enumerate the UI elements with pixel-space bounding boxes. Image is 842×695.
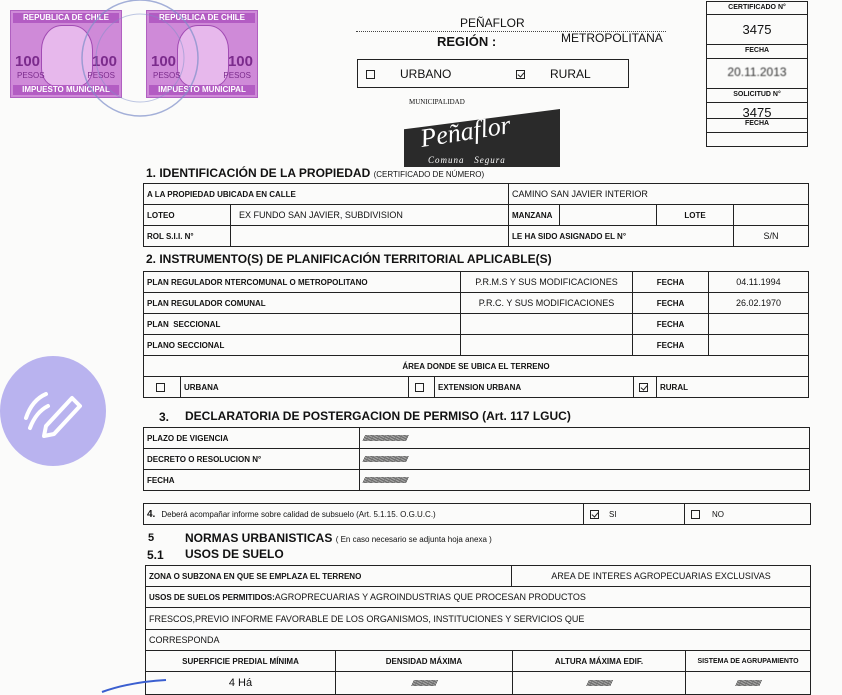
usos-line-1: AGROPRECUARIAS Y AGROINDUSTRIAS QUE PROCESAN PRODUCTOS (274, 592, 586, 602)
plano-seccional-value (460, 334, 633, 356)
cert-fecha: 20.11.2013 (727, 65, 787, 79)
postmark-seal (70, 0, 210, 130)
rural-option[interactable] (516, 67, 529, 81)
plan-comunal-value: P.R.C. Y SUS MODIFICACIONES (460, 292, 633, 314)
usos-label: USOS DE SUELOS PERMITIDOS: (149, 592, 275, 602)
plan-intercomunal-fecha-label: FECHA (632, 271, 709, 293)
asignado-value: S/N (733, 225, 809, 247)
area-title: ÁREA DONDE SE UBICA EL TERRENO (143, 355, 809, 377)
plan-seccional-value (460, 313, 633, 335)
decreto-value: //////////////////////////////////// (359, 448, 810, 470)
municipalidad-label: MUNICIPALIDAD (409, 98, 465, 106)
si-cell[interactable] (583, 503, 685, 525)
plan-intercomunal-value: P.R.M.S Y SUS MODIFICACIONES (460, 271, 633, 293)
cert-fecha-label: FECHA (744, 47, 770, 54)
stamp-country: REPUBLICA DE CHILE (13, 13, 119, 23)
rural-label: RURAL (550, 67, 591, 81)
rural-area-checkbox[interactable] (639, 383, 648, 392)
logo-tagline: Comuna Segura (428, 155, 506, 165)
superficie-value: 4 Há (145, 671, 336, 695)
lote-label: LOTE (656, 204, 734, 226)
extension-label: EXTENSION URBANA (434, 376, 634, 398)
agrupamiento-header: SISTEMA DE AGRUPAMIENTO (685, 650, 811, 672)
plan-intercomunal-fecha: 04.11.1994 (708, 271, 809, 293)
zone-type-box (357, 59, 629, 88)
certificate-box (706, 1, 808, 147)
loteo-value: EX FUNDO SAN JAVIER, SUBDIVISION (230, 204, 509, 226)
solicitud-fecha-label: FECHA (744, 120, 770, 127)
rural-area-checkbox-cell[interactable] (633, 376, 657, 398)
urbano-option[interactable] (366, 67, 379, 81)
asignado-label: LE HA SIDO ASIGNADO EL N° (508, 225, 734, 247)
solicitud-label: SOLICITUD N° (733, 91, 781, 98)
stamp-value: 100 (227, 53, 253, 70)
densidad-header: DENSIDAD MÁXIMA (335, 650, 513, 672)
manzana-label: MANZANA (508, 204, 560, 226)
extension-checkbox-cell[interactable] (408, 376, 435, 398)
extension-checkbox[interactable] (415, 383, 424, 392)
agrupamiento-value: //////////////////// (685, 671, 811, 695)
si-checkbox[interactable] (590, 510, 599, 519)
stamp-currency: PESOS (87, 71, 115, 80)
stamp-value: 100 (151, 53, 177, 70)
edit-fab-button[interactable] (0, 356, 106, 466)
plan-seccional-fecha (708, 313, 809, 335)
cert-number-label: CERTIFICADO N° (728, 4, 786, 11)
decreto-label: DECRETO O RESOLUCION N° (143, 448, 360, 470)
zona-value: AREA DE INTERES AGROPECUARIAS EXCLUSIVAS (511, 565, 811, 587)
urbana-checkbox-cell[interactable] (143, 376, 181, 398)
stamp-tax: IMPUESTO MUNICIPAL (13, 85, 119, 95)
stamp-currency: PESOS (153, 71, 181, 80)
altura-value: //////////////////// (512, 671, 686, 695)
section-4-row (143, 503, 584, 525)
altura-header: ALTURA MÁXIMA EDIF. (512, 650, 686, 672)
stamp-tax: IMPUESTO MUNICIPAL (149, 85, 255, 95)
fecha3-label: FECHA (143, 469, 360, 491)
section-1-title: 1. IDENTIFICACIÓN DE LA PROPIEDAD (CERTIFICADO DE NÚMERO) (146, 166, 485, 180)
calle-value: CAMINO SAN JAVIER INTERIOR (508, 183, 809, 205)
stamp-currency: PESOS (223, 71, 251, 80)
superficie-header: SUPERFICIE PREDIAL MÍNIMA (145, 650, 336, 672)
plan-seccional-label: PLAN SECCIONAL (143, 313, 461, 335)
urbana-label: URBANA (180, 376, 409, 398)
urbana-checkbox[interactable] (156, 383, 165, 392)
municipality-logo (404, 93, 560, 167)
usos-line-3: CORRESPONDA (145, 629, 811, 651)
stamp-currency: PESOS (17, 71, 45, 80)
urbano-checkbox[interactable] (366, 70, 375, 79)
section-3-title: DECLARATORIA DE POSTERGACION DE PERMISO (Art. 117 LGUC) (185, 409, 571, 423)
plan-seccional-fecha-label: FECHA (632, 313, 709, 335)
usos-row-1 (145, 586, 811, 608)
plano-seccional-label: PLANO SECCIONAL (143, 334, 461, 356)
section-5-num: 5 (148, 532, 155, 544)
section-3-num: 3. (159, 410, 170, 424)
section-5-title: NORMAS URBANISTICAS ( En caso necesario se adjunta hoja anexa ) (185, 531, 492, 545)
pencil-icon (0, 356, 106, 466)
section-2-title: 2. INSTRUMENTO(S) DE PLANIFICACIÓN TERRITORIAL APLICABLE(S) (146, 252, 552, 266)
usos-line-2: FRESCOS,PREVIO INFORME FAVORABLE DE LOS ORGANISMOS, INSTITUCIONES Y SERVICIOS QUE (145, 607, 811, 630)
plano-seccional-fecha (708, 334, 809, 356)
no-label: NO (712, 509, 724, 519)
section-4-text: Deberá acompañar informe sobre calidad de subsuelo (Art. 5.1.15. O.G.U.C.) (161, 509, 436, 519)
cert-number: 3475 (742, 22, 772, 37)
fecha3-value: //////////////////////////////////// (359, 469, 810, 491)
stamp-country: REPUBLICA DE CHILE (149, 13, 255, 23)
logo-name: Peñaflor (418, 110, 513, 153)
section-5-1-num: 5.1 (147, 548, 164, 562)
solicitud-number: 3475 (742, 105, 772, 120)
plano-seccional-fecha-label: FECHA (632, 334, 709, 356)
lote-value (733, 204, 809, 226)
signature-stroke (100, 676, 170, 694)
no-checkbox[interactable] (691, 510, 700, 519)
plan-comunal-fecha-label: FECHA (632, 292, 709, 314)
no-cell[interactable] (684, 503, 811, 525)
section-5-1-title: USOS DE SUELO (185, 547, 284, 561)
rol-label: ROL S.I.I. N° (143, 225, 231, 247)
manzana-value (559, 204, 657, 226)
densidad-value: //////////////////// (335, 671, 513, 695)
plazo-value: //////////////////////////////////// (359, 427, 810, 449)
stamp-value: 100 (91, 53, 117, 70)
plazo-label: PLAZO DE VIGENCIA (143, 427, 360, 449)
zona-label: ZONA O SUBZONA EN QUE SE EMPLAZA EL TERRENO (145, 565, 512, 587)
rural-area-label: RURAL (656, 376, 809, 398)
region-value: METROPOLITANA (561, 31, 663, 45)
section-4-num: 4. (147, 508, 156, 520)
region-label: REGIÓN : (437, 34, 497, 49)
commune-name: PEÑAFLOR (460, 16, 525, 30)
rural-checkbox[interactable] (516, 70, 525, 79)
urbano-label: URBANO (400, 67, 452, 81)
stamp-value: 100 (15, 53, 41, 70)
plan-comunal-fecha: 26.02.1970 (708, 292, 809, 314)
plan-intercomunal-label: PLAN REGULADOR NTERCOMUNAL O METROPOLITANO (143, 271, 461, 293)
si-label: SI (609, 509, 617, 519)
plan-comunal-label: PLAN REGULADOR COMUNAL (143, 292, 461, 314)
rol-value (230, 225, 509, 247)
loteo-label: LOTEO (143, 204, 231, 226)
calle-label: A LA PROPIEDAD UBICADA EN CALLE (143, 183, 509, 205)
